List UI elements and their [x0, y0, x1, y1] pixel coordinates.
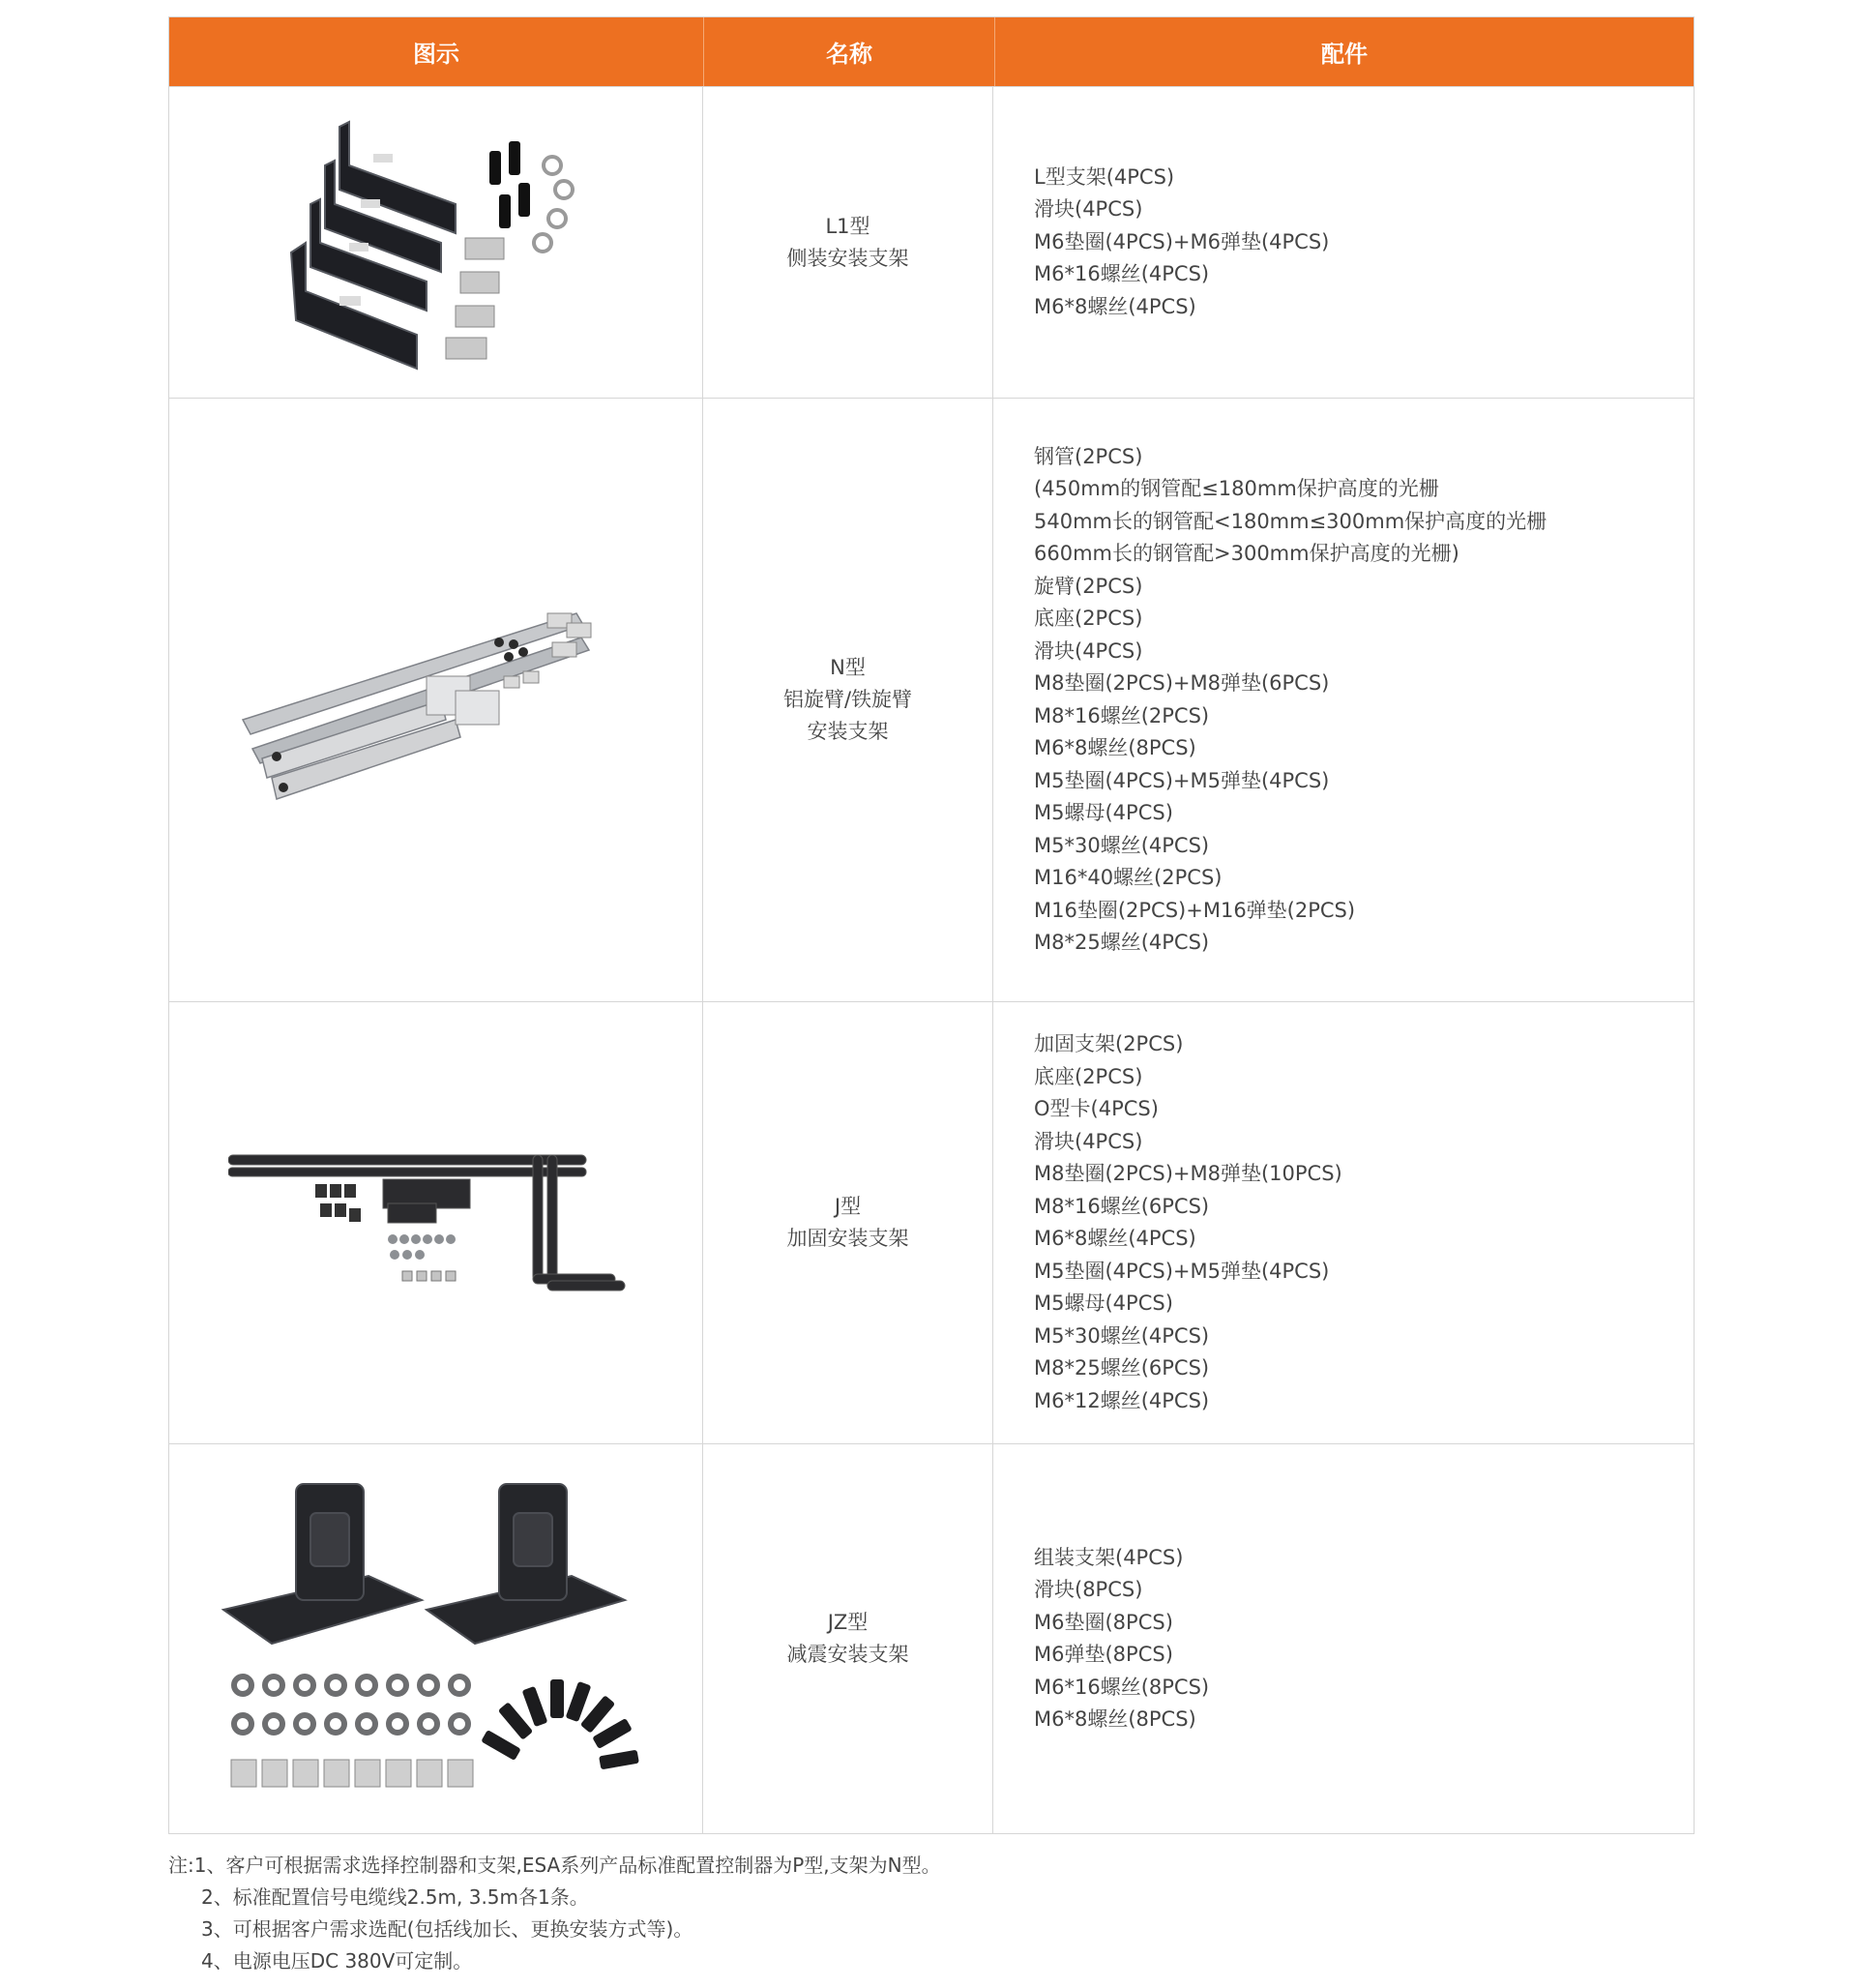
table-row [169, 1443, 1694, 1833]
header-parts: 配件 [1321, 41, 1368, 68]
part-item: M6垫圈(4PCS)+M6弹垫(4PCS) [1034, 229, 1330, 253]
l-bracket-kit-photo [281, 107, 591, 378]
product-image-cell [169, 1444, 703, 1833]
part-item: M8垫圈(2PCS)+M8弹垫(6PCS) [1034, 671, 1330, 695]
part-item: M16垫圈(2PCS)+M16弹垫(2PCS) [1034, 898, 1356, 922]
part-item: M8*25螺丝(6PCS) [1034, 1356, 1210, 1380]
part-item: M5垫圈(4PCS)+M5弹垫(4PCS) [1034, 768, 1330, 792]
part-item: 加固支架(2PCS) [1034, 1032, 1184, 1055]
part-item: M6垫圈(8PCS) [1034, 1610, 1173, 1634]
parts-list [993, 87, 1692, 398]
table-row [169, 86, 1694, 398]
part-item: L型支架(4PCS) [1034, 164, 1175, 189]
table-row [169, 398, 1694, 1001]
product-name [703, 87, 993, 398]
part-item: 滑块(4PCS) [1034, 197, 1143, 222]
product-name-line: 安装支架 [807, 720, 889, 743]
header-image: 图示 [169, 17, 704, 86]
part-item: (450mm的钢管配≤180mm保护高度的光栅 [1034, 477, 1439, 500]
part-item: M6*8螺丝(4PCS) [1034, 294, 1196, 318]
table-header [169, 17, 1694, 86]
note-line: 3、可根据客户需求选配(包括线加长、更换安装方式等)。 [201, 1917, 693, 1941]
part-item: M5*30螺丝(4PCS) [1034, 833, 1210, 857]
product-name-line: JZ型 [827, 1611, 869, 1634]
product-image-cell [169, 399, 703, 1001]
product-name [703, 399, 993, 1001]
part-item: M5螺母(4PCS) [1034, 1291, 1173, 1315]
table-row [169, 1001, 1694, 1443]
part-item: 底座(2PCS) [1034, 607, 1143, 630]
part-item: 540mm长的钢管配<180mm≤300mm保护高度的光栅 [1034, 509, 1548, 533]
part-item: 滑块(8PCS) [1034, 1578, 1143, 1601]
product-name-line: J型 [834, 1195, 862, 1218]
parts-list [993, 1444, 1692, 1833]
part-item: 660mm长的钢管配>300mm保护高度的光栅) [1034, 542, 1459, 565]
shock-absorbing-bracket-kit-photo [214, 1465, 659, 1813]
product-image-cell [169, 1002, 703, 1443]
part-item: M8垫圈(2PCS)+M8弹垫(10PCS) [1034, 1162, 1342, 1185]
product-name-line: 加固安装支架 [786, 1227, 909, 1250]
note-line: 4、电源电压DC 380V可定制。 [201, 1949, 473, 1973]
note-line: 2、标准配置信号电缆线2.5m, 3.5m各1条。 [201, 1885, 589, 1909]
note-line: 注:1、客户可根据需求选择控制器和支架,ESA系列产品标准配置控制器为P型,支架为N型。 [168, 1854, 941, 1877]
swing-arm-kit-photo [233, 584, 639, 816]
product-name [703, 1002, 993, 1443]
part-item: M6*8螺丝(4PCS) [1034, 1227, 1196, 1250]
part-item: 钢管(2PCS) [1034, 444, 1143, 468]
part-item: M8*16螺丝(6PCS) [1034, 1194, 1210, 1218]
part-item: M5螺母(4PCS) [1034, 801, 1173, 824]
product-name-line: N型 [830, 656, 866, 679]
part-item: M5*30螺丝(4PCS) [1034, 1323, 1210, 1348]
part-item: M8*16螺丝(2PCS) [1034, 703, 1210, 727]
part-item: 底座(2PCS) [1034, 1064, 1143, 1088]
part-item: M5垫圈(4PCS)+M5弹垫(4PCS) [1034, 1259, 1330, 1283]
parts-list [993, 1002, 1692, 1443]
part-item: M8*25螺丝(4PCS) [1034, 931, 1210, 954]
notes [168, 1850, 941, 1977]
part-item: M16*40螺丝(2PCS) [1034, 866, 1223, 889]
product-image-cell [169, 87, 703, 398]
product-name-line: 铝旋臂/铁旋臂 [782, 688, 913, 711]
product-name [703, 1444, 993, 1833]
part-item: O型卡(4PCS) [1034, 1097, 1159, 1120]
product-name-line: 减震安装支架 [786, 1643, 909, 1666]
product-name-line: L1型 [825, 214, 870, 238]
part-item: 组装支架(4PCS) [1034, 1545, 1184, 1569]
part-item: 滑块(4PCS) [1034, 638, 1143, 663]
part-item: M6*8螺丝(8PCS) [1034, 736, 1196, 759]
part-item: M6*12螺丝(4PCS) [1034, 1388, 1210, 1412]
reinforced-bracket-kit-photo [228, 1150, 644, 1295]
part-item: M6*16螺丝(4PCS) [1034, 262, 1210, 286]
accessory-table [168, 16, 1695, 1834]
product-name-line: 侧装安装支架 [786, 246, 909, 270]
parts-list [993, 399, 1692, 1001]
part-item: M6弹垫(8PCS) [1034, 1643, 1173, 1666]
part-item: 滑块(4PCS) [1034, 1129, 1143, 1153]
header-name: 名称 [704, 17, 995, 86]
part-item: M6*8螺丝(8PCS) [1034, 1707, 1196, 1731]
part-item: M6*16螺丝(8PCS) [1034, 1675, 1210, 1699]
part-item: 旋臂(2PCS) [1034, 574, 1143, 598]
